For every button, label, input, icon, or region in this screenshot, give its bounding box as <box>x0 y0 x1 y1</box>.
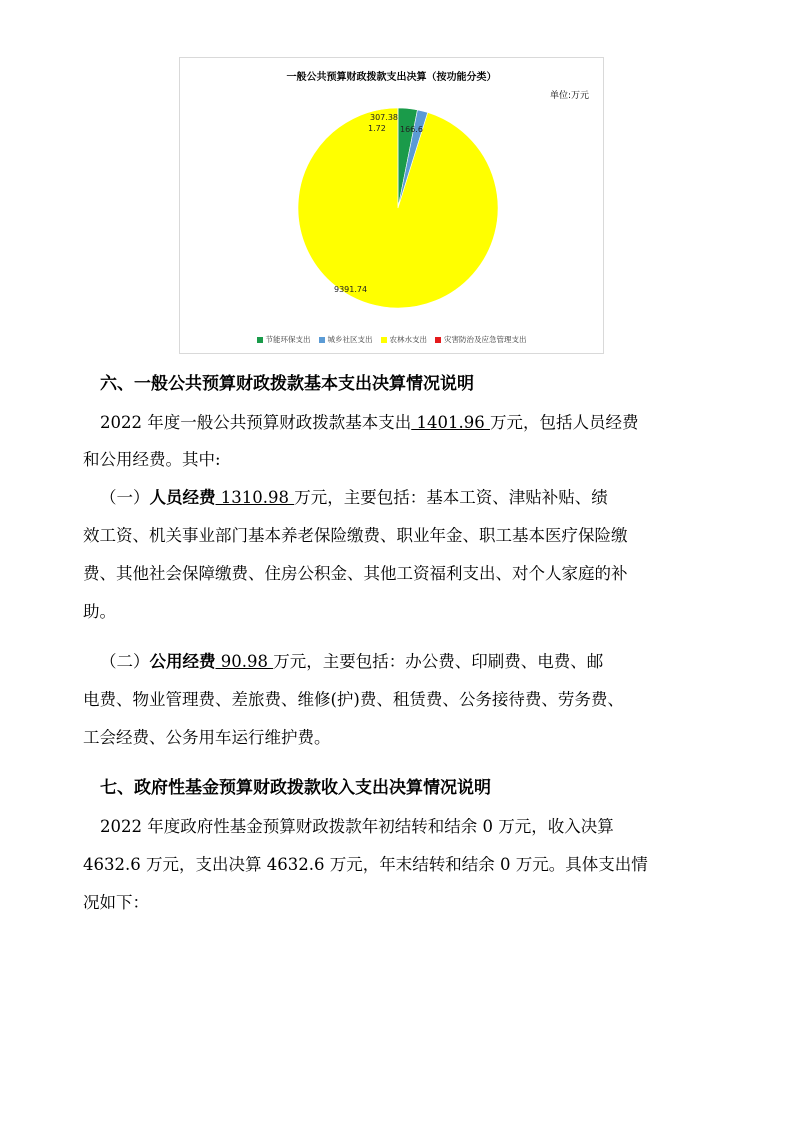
s6-item1-line4: 助。 <box>83 602 116 621</box>
pie-label-urban-rural: 166.6 <box>400 125 423 134</box>
s6-item2-line3: 工会经费、公务用车运行维护费。 <box>83 728 331 747</box>
public-expense-label: 公用经费 <box>149 652 216 671</box>
s6-item1-line3: 费、其他社会保障缴费、住房公积金、其他工资福利支出、对个人家庭的补 <box>83 564 628 583</box>
legend-item-agri-forest-water <box>381 334 428 345</box>
s6-item1-line1 <box>100 487 730 509</box>
chart-unit: 单位:万元 <box>549 91 589 101</box>
public-expense-value: 90.98 <box>215 652 274 671</box>
s6-item1-line2: 效工资、机关事业部门基本养老保险缴费、职业年金、职工基本医疗保险缴 <box>83 526 628 545</box>
section-7-heading: 七、政府性基金预算财政拨款收入支出决算情况说明 <box>100 778 491 798</box>
legend-swatch <box>319 337 325 343</box>
pie-chart <box>179 57 604 354</box>
legend-item-urban-rural <box>319 334 373 345</box>
legend-label: 节能环保支出 <box>265 335 311 344</box>
s6-paragraph-line1 <box>100 412 730 434</box>
legend-swatch <box>257 337 263 343</box>
pie-label-disaster-prevention: 1.72 <box>368 124 386 133</box>
s7-paragraph-line3: 况如下： <box>83 893 149 912</box>
personnel-expense-value: 1310.98 <box>215 488 295 507</box>
legend-swatch <box>435 337 441 343</box>
pie-label-energy-env: 307.38 <box>370 113 398 122</box>
text: 万元，主要包括：基本工资、津贴补贴、绩 <box>294 488 608 507</box>
legend-label: 灾害防治及应急管理支出 <box>444 335 527 344</box>
legend-item-disaster-prevention <box>435 334 527 345</box>
section-6-heading: 六、一般公共预算财政拨款基本支出决算情况说明 <box>100 374 474 394</box>
s6-item2-line1 <box>100 651 730 673</box>
text: （二） <box>100 652 150 671</box>
chart-legend <box>180 334 603 345</box>
text: 万元，主要包括：办公费、印刷费、电费、邮 <box>273 652 604 671</box>
s6-paragraph-line2: 和公用经费。其中: <box>83 450 221 469</box>
s6-item2-line2: 电费、物业管理费、差旅费、维修(护)费、租赁费、公务接待费、劳务费、 <box>83 690 624 709</box>
s7-paragraph-line2: 4632.6 万元，支出决算 4632.6 万元，年末结转和结余 0 万元。具体支出情 <box>83 855 648 874</box>
text: 2022 年度一般公共预算财政拨款基本支出 <box>100 413 412 432</box>
legend-swatch <box>381 337 387 343</box>
s7-paragraph-line1: 2022 年度政府性基金预算财政拨款年初结转和结余 0 万元，收入决算 <box>100 817 614 836</box>
legend-item-energy-env <box>257 334 311 345</box>
text: （一） <box>100 488 150 507</box>
basic-expense-value: 1401.96 <box>411 413 490 432</box>
chart-title: 一般公共预算财政拨款支出决算（按功能分类） <box>286 72 497 83</box>
text: 万元，包括人员经费 <box>489 413 639 432</box>
personnel-expense-label: 人员经费 <box>149 488 216 507</box>
legend-label: 农林水支出 <box>389 335 427 344</box>
pie-svg <box>180 58 603 333</box>
pie-label-agri-forest-water: 9391.74 <box>334 285 368 294</box>
legend-label: 城乡社区支出 <box>327 335 373 344</box>
